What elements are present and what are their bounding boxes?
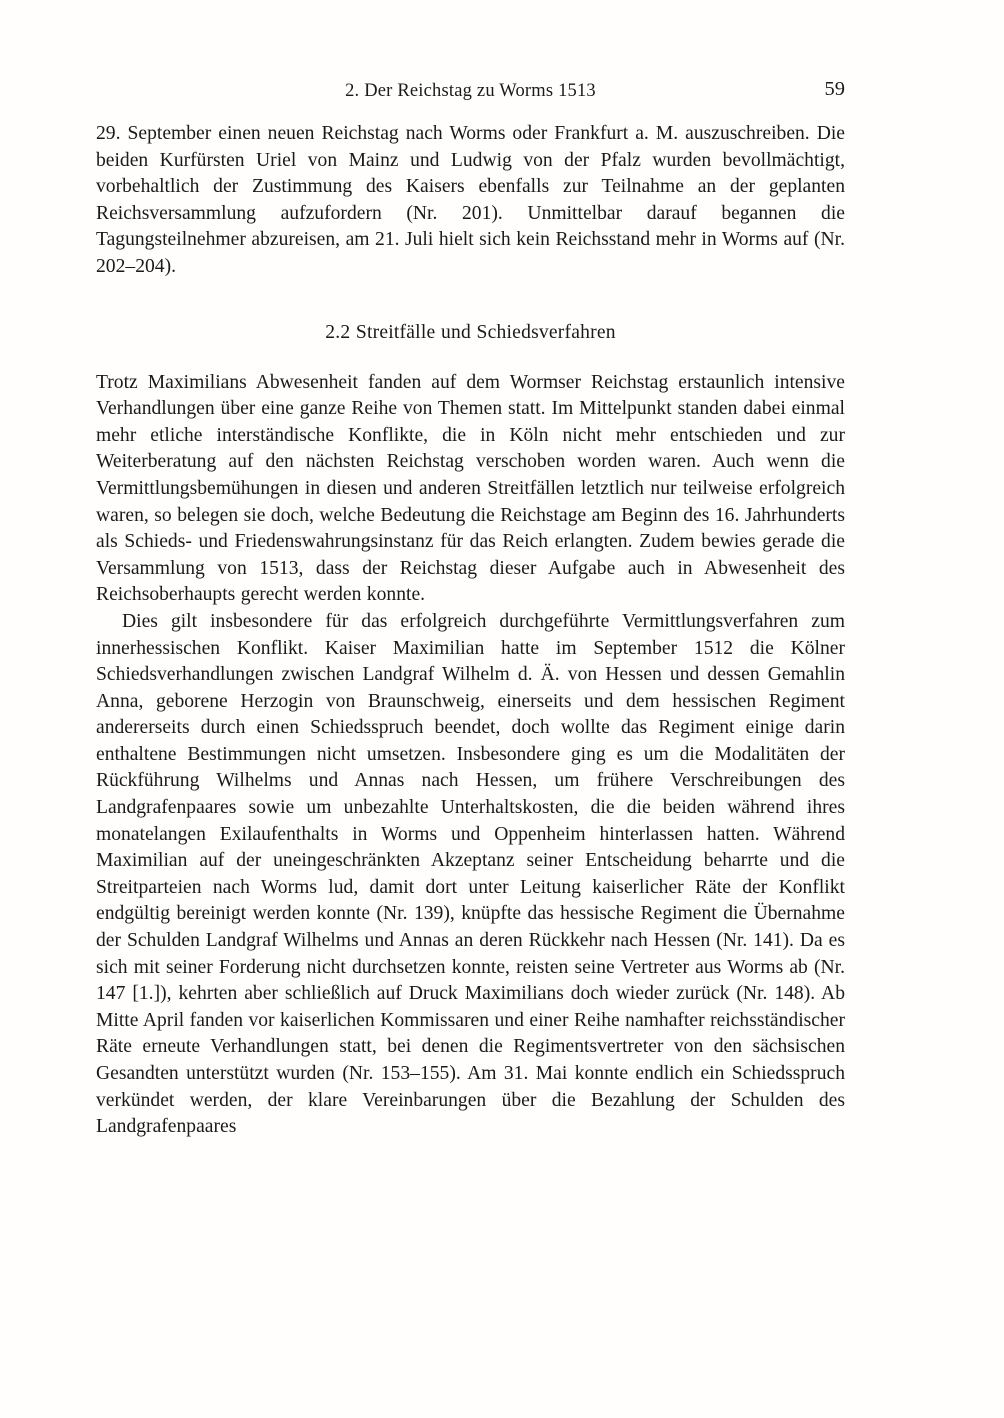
page-body <box>96 121 845 1141</box>
section-heading: 2.2 Streitfälle und Schiedsverfahren <box>325 321 616 343</box>
running-head: 2. Der Reichstag zu Worms 1513 <box>345 81 596 101</box>
page-header <box>96 78 845 105</box>
page-number: 59 <box>824 78 845 100</box>
paragraph: Dies gilt insbesondere für das erfolgreich durchgeführte Vermittlungsverfahren zum innerhessischen Konflikt. Kaiser Maximilian hatte im September 1512 die Kölner Schiedsverhandlungen zwischen Landgraf Wilhelm d. Ä. von Hessen und dessen Gemahlin Anna, geborene Herzogin von Braunschweig, einerseits und dem hessischen Regiment andererseits durch einen Schiedsspruch beendet, doch wollte das Regiment einige darin enthaltene Bestimmungen nicht umsetzen. Insbesondere ging es um die Modalitäten der Rückführung Wilhelms und Annas nach Hessen, um frühere Verschreibungen des Landgrafenpaares sowie um unbezahlte Unterhaltskosten, die die beiden während ihres monatelangen Exilaufenthalts in Worms und Oppenheim hinterlassen hatten. Während Maximilian auf der uneingeschränkten Akzeptanz seiner Entscheidung beharrte und die Streitparteien nach Worms lud, damit dort unter Leitung kaiserlicher Räte der Konflikt endgültig bereinigt werden konnte (Nr. 139), knüpfte das hessische Regiment die Übernahme der Schulden Landgraf Wilhelms und Annas an deren Rückkehr nach Hessen (Nr. 141). Da es sich mit seiner Forderung nicht durchsetzen konnte, reisten seine Vertreter aus Worms ab (Nr. 147 [1.]), kehrten aber schließlich auf Druck Maximilians doch wieder zurück (Nr. 148). Ab Mitte April fanden vor kaiserlichen Kommissaren und einer Reihe namhafter reichsständischer Räte erneute Verhandlungen statt, bei denen die Regimentsvertreter von den sächsischen Gesandten unterstützt wurden (Nr. 153–155). Am 31. Mai konnte endlich ein Schiedsspruch verkündet werden, der klare Vereinbarungen über die Bezahlung der Schulden des Landgrafenpaares <box>96 610 845 1138</box>
paragraph: Trotz Maximilians Abwesenheit fanden auf dem Wormser Reichstag erstaunlich intensive Verhandlungen über eine ganze Reihe von Themen statt. Im Mittelpunkt standen dabei einmal mehr etliche interständische Konflikte, die in Köln nicht mehr entschieden und zur Weiterberatung auf den nächsten Reichstag verschoben worden waren. Auch wenn die Vermittlungsbemühungen in diesen und anderen Streitfällen letztlich nur teilweise erfolgreich waren, so belegen sie doch, welche Bedeutung die Reichstage am Beginn des 16. Jahrhunderts als Schieds- und Friedenswahrungsinstanz für das Reich erlangten. Zudem bewies gerade die Versammlung von 1513, dass der Reichstag dieser Aufgabe auch in Abwesenheit des Reichsoberhaupts gerecht werden konnte. <box>96 371 845 606</box>
paragraph-continuation: 29. September einen neuen Reichstag nach Worms oder Frankfurt a. M. auszuschreiben. Die beiden Kurfürsten Uriel von Mainz und Ludwig von der Pfalz wurden bevollmächtigt, vorbehaltlich der Zustimmung des Kaisers ebenfalls zur Teilnahme an der geplanten Reichsversammlung aufzufordern (Nr. 201). Unmittelbar darauf begannen die Tagungsteilnehmer abzureisen, am 21. Juli hielt sich kein Reichsstand mehr in Worms auf (Nr. 202–204). <box>96 123 845 277</box>
